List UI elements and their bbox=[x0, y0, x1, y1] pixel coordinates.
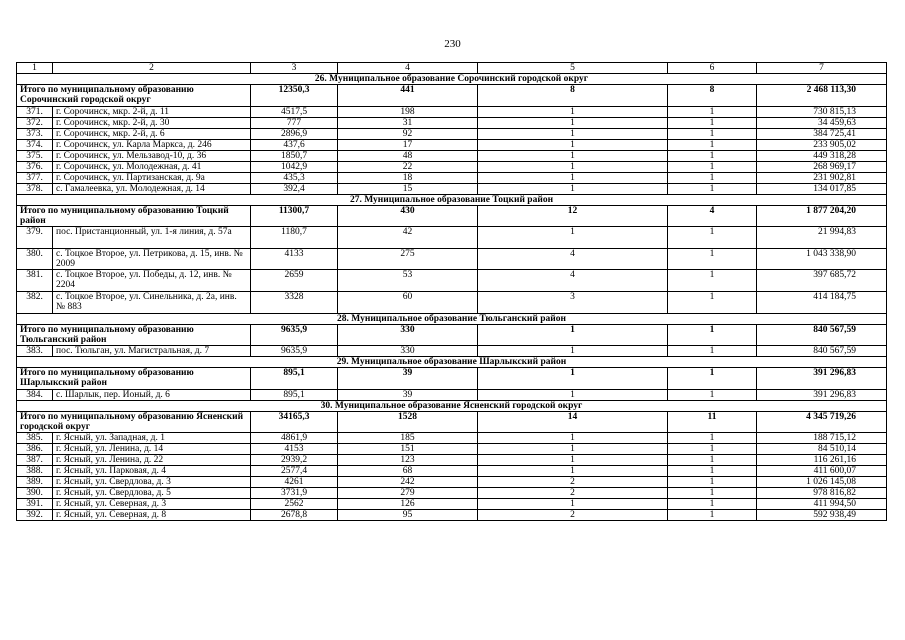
value-cell: 840 567,59 bbox=[757, 346, 887, 357]
value-cell: 978 816,82 bbox=[757, 488, 887, 499]
total-value-cell: 330 bbox=[338, 324, 478, 346]
value-cell: 777 bbox=[251, 117, 338, 128]
value-cell: 134 017,85 bbox=[757, 183, 887, 194]
value-cell: 21 994,83 bbox=[757, 227, 887, 249]
value-cell: 4 bbox=[478, 248, 668, 270]
value-cell: 17 bbox=[338, 139, 478, 150]
table-row bbox=[17, 499, 887, 510]
value-cell: 1 bbox=[668, 183, 757, 194]
section-title-row bbox=[17, 194, 887, 205]
row-number-cell: 371. bbox=[17, 106, 53, 117]
value-cell: 1 bbox=[668, 389, 757, 400]
address-cell: г. Сорочинск, мкр. 2-й, д. 30 bbox=[53, 117, 251, 128]
value-cell: 449 318,28 bbox=[757, 150, 887, 161]
table-row bbox=[17, 346, 887, 357]
address-cell: г. Сорочинск, мкр. 2-й, д. 6 bbox=[53, 128, 251, 139]
section-total-row bbox=[17, 324, 887, 346]
table-row bbox=[17, 183, 887, 194]
total-value-cell: 1 bbox=[668, 324, 757, 346]
value-cell: 233 905,02 bbox=[757, 139, 887, 150]
total-value-cell: 11300,7 bbox=[251, 205, 338, 227]
value-cell: 3328 bbox=[251, 291, 338, 313]
address-cell: г. Ясный, ул. Свердлова, д. 5 bbox=[53, 488, 251, 499]
total-label: Итого по муниципальному образованию Шарлыкский район bbox=[17, 368, 251, 390]
section-title: 26. Муниципальное образование Сорочинский городской округ bbox=[17, 74, 887, 85]
value-cell: 151 bbox=[338, 444, 478, 455]
value-cell: 2939,2 bbox=[251, 455, 338, 466]
total-value-cell: 1 bbox=[478, 368, 668, 390]
section-title-row bbox=[17, 357, 887, 368]
section-title: 27. Муниципальное образование Тоцкий район bbox=[17, 194, 887, 205]
table-row bbox=[17, 389, 887, 400]
value-cell: 391 296,83 bbox=[757, 389, 887, 400]
total-value-cell: 1 bbox=[478, 324, 668, 346]
value-cell: 1 bbox=[668, 270, 757, 292]
address-cell: г. Ясный, ул. Ленина, д. 14 bbox=[53, 444, 251, 455]
housing-registry-table bbox=[16, 62, 887, 521]
column-header-cell: 1 bbox=[17, 63, 53, 74]
value-cell: 1 bbox=[668, 346, 757, 357]
table-row bbox=[17, 433, 887, 444]
total-value-cell: 391 296,83 bbox=[757, 368, 887, 390]
table-row bbox=[17, 150, 887, 161]
value-cell: 1 bbox=[478, 161, 668, 172]
table-row bbox=[17, 117, 887, 128]
value-cell: 895,1 bbox=[251, 389, 338, 400]
value-cell: 3731,9 bbox=[251, 488, 338, 499]
row-number-cell: 372. bbox=[17, 117, 53, 128]
row-number-cell: 391. bbox=[17, 499, 53, 510]
total-label: Итого по муниципальному образованию Сорочинский городской округ bbox=[17, 85, 251, 107]
row-number-cell: 374. bbox=[17, 139, 53, 150]
value-cell: 1 bbox=[668, 510, 757, 521]
row-number-cell: 380. bbox=[17, 248, 53, 270]
value-cell: 730 815,13 bbox=[757, 106, 887, 117]
value-cell: 48 bbox=[338, 150, 478, 161]
total-value-cell: 9635,9 bbox=[251, 324, 338, 346]
row-number-cell: 375. bbox=[17, 150, 53, 161]
table-row bbox=[17, 444, 887, 455]
section-title: 29. Муниципальное образование Шарлыкский район bbox=[17, 357, 887, 368]
value-cell: 275 bbox=[338, 248, 478, 270]
total-value-cell: 4 345 719,26 bbox=[757, 411, 887, 433]
value-cell: 1 026 145,08 bbox=[757, 477, 887, 488]
address-cell: г. Сорочинск, ул. Мельзавод-10, д. 36 bbox=[53, 150, 251, 161]
total-value-cell: 12 bbox=[478, 205, 668, 227]
total-value-cell: 8 bbox=[668, 85, 757, 107]
value-cell: 123 bbox=[338, 455, 478, 466]
value-cell: 39 bbox=[338, 389, 478, 400]
table-row bbox=[17, 161, 887, 172]
value-cell: 1 bbox=[478, 139, 668, 150]
value-cell: 2659 bbox=[251, 270, 338, 292]
value-cell: 437,6 bbox=[251, 139, 338, 150]
address-cell: г. Ясный, ул. Парковая, д. 4 bbox=[53, 466, 251, 477]
value-cell: 2 bbox=[478, 488, 668, 499]
address-cell: г. Ясный, ул. Свердлова, д. 3 bbox=[53, 477, 251, 488]
value-cell: 392,4 bbox=[251, 183, 338, 194]
value-cell: 2678,8 bbox=[251, 510, 338, 521]
value-cell: 2 bbox=[478, 510, 668, 521]
total-value-cell: 12350,3 bbox=[251, 85, 338, 107]
row-number-cell: 382. bbox=[17, 291, 53, 313]
address-cell: с. Гамалеевка, ул. Молодежная, д. 14 bbox=[53, 183, 251, 194]
value-cell: 1 bbox=[478, 499, 668, 510]
row-number-cell: 383. bbox=[17, 346, 53, 357]
value-cell: 2562 bbox=[251, 499, 338, 510]
column-header-cell: 3 bbox=[251, 63, 338, 74]
total-value-cell: 1 877 204,20 bbox=[757, 205, 887, 227]
value-cell: 1 bbox=[478, 183, 668, 194]
total-label: Итого по муниципальному образованию Ясненский городской округ bbox=[17, 411, 251, 433]
value-cell: 1 bbox=[668, 477, 757, 488]
value-cell: 1 bbox=[668, 161, 757, 172]
value-cell: 4133 bbox=[251, 248, 338, 270]
value-cell: 84 510,14 bbox=[757, 444, 887, 455]
total-value-cell: 895,1 bbox=[251, 368, 338, 390]
table-row bbox=[17, 106, 887, 117]
value-cell: 1 bbox=[668, 128, 757, 139]
value-cell: 60 bbox=[338, 291, 478, 313]
value-cell: 242 bbox=[338, 477, 478, 488]
value-cell: 68 bbox=[338, 466, 478, 477]
value-cell: 1 bbox=[668, 444, 757, 455]
value-cell: 4861,9 bbox=[251, 433, 338, 444]
total-value-cell: 430 bbox=[338, 205, 478, 227]
value-cell: 198 bbox=[338, 106, 478, 117]
section-total-row bbox=[17, 85, 887, 107]
value-cell: 1 bbox=[668, 227, 757, 249]
value-cell: 53 bbox=[338, 270, 478, 292]
value-cell: 1 bbox=[478, 227, 668, 249]
value-cell: 18 bbox=[338, 172, 478, 183]
address-cell: с. Тоцкое Второе, ул. Победы, д. 12, инв. № 2204 bbox=[53, 270, 251, 292]
address-cell: г. Ясный, ул. Западная, д. 1 bbox=[53, 433, 251, 444]
value-cell: 268 969,17 bbox=[757, 161, 887, 172]
total-value-cell: 34165,3 bbox=[251, 411, 338, 433]
row-number-cell: 389. bbox=[17, 477, 53, 488]
value-cell: 411 994,50 bbox=[757, 499, 887, 510]
address-cell: с. Шарлык, пер. Ионый, д. 6 bbox=[53, 389, 251, 400]
total-value-cell: 441 bbox=[338, 85, 478, 107]
column-header-cell: 6 bbox=[668, 63, 757, 74]
value-cell: 1 bbox=[668, 172, 757, 183]
value-cell: 1 bbox=[478, 455, 668, 466]
value-cell: 188 715,12 bbox=[757, 433, 887, 444]
value-cell: 15 bbox=[338, 183, 478, 194]
value-cell: 1180,7 bbox=[251, 227, 338, 249]
column-header-cell: 5 bbox=[478, 63, 668, 74]
value-cell: 1 bbox=[478, 433, 668, 444]
value-cell: 4261 bbox=[251, 477, 338, 488]
page-number: 230 bbox=[444, 38, 461, 50]
row-number-cell: 388. bbox=[17, 466, 53, 477]
address-cell: с. Тоцкое Второе, ул. Синельника, д. 2а, инв. № 883 bbox=[53, 291, 251, 313]
value-cell: 1 bbox=[478, 389, 668, 400]
column-header-cell: 2 bbox=[53, 63, 251, 74]
total-value-cell: 1 bbox=[668, 368, 757, 390]
row-number-cell: 381. bbox=[17, 270, 53, 292]
table-row bbox=[17, 291, 887, 313]
value-cell: 1 bbox=[668, 150, 757, 161]
total-value-cell: 8 bbox=[478, 85, 668, 107]
address-cell: г. Ясный, ул. Северная, д. 3 bbox=[53, 499, 251, 510]
table-row bbox=[17, 510, 887, 521]
row-number-cell: 384. bbox=[17, 389, 53, 400]
value-cell: 92 bbox=[338, 128, 478, 139]
address-cell: г. Ясный, ул. Ленина, д. 22 bbox=[53, 455, 251, 466]
address-cell: г. Сорочинск, мкр. 2-й, д. 11 bbox=[53, 106, 251, 117]
row-number-cell: 385. bbox=[17, 433, 53, 444]
value-cell: 1 bbox=[668, 433, 757, 444]
section-total-row bbox=[17, 411, 887, 433]
address-cell: с. Тоцкое Второе, ул. Петрикова, д. 15, инв. № 2009 bbox=[53, 248, 251, 270]
table-row bbox=[17, 488, 887, 499]
value-cell: 1 bbox=[668, 117, 757, 128]
section-title-row bbox=[17, 74, 887, 85]
value-cell: 9635,9 bbox=[251, 346, 338, 357]
section-title-row bbox=[17, 400, 887, 411]
table-row bbox=[17, 455, 887, 466]
section-total-row bbox=[17, 205, 887, 227]
address-cell: г. Ясный, ул. Северная, д. 8 bbox=[53, 510, 251, 521]
value-cell: 1 bbox=[668, 139, 757, 150]
total-value-cell: 39 bbox=[338, 368, 478, 390]
total-value-cell: 11 bbox=[668, 411, 757, 433]
value-cell: 2 bbox=[478, 477, 668, 488]
row-number-cell: 387. bbox=[17, 455, 53, 466]
value-cell: 34 459,63 bbox=[757, 117, 887, 128]
value-cell: 279 bbox=[338, 488, 478, 499]
row-number-cell: 373. bbox=[17, 128, 53, 139]
value-cell: 1850,7 bbox=[251, 150, 338, 161]
total-label: Итого по муниципальному образованию Тюльганский район bbox=[17, 324, 251, 346]
table-row bbox=[17, 270, 887, 292]
value-cell: 31 bbox=[338, 117, 478, 128]
total-value-cell: 1528 bbox=[338, 411, 478, 433]
section-title: 28. Муниципальное образование Тюльганский район bbox=[17, 313, 887, 324]
value-cell: 411 600,07 bbox=[757, 466, 887, 477]
value-cell: 2896,9 bbox=[251, 128, 338, 139]
table-row bbox=[17, 139, 887, 150]
value-cell: 397 685,72 bbox=[757, 270, 887, 292]
section-title: 30. Муниципальное образование Ясненский городской округ bbox=[17, 400, 887, 411]
column-header-row bbox=[17, 63, 887, 74]
value-cell: 4153 bbox=[251, 444, 338, 455]
total-value-cell: 4 bbox=[668, 205, 757, 227]
total-label: Итого по муниципальному образованию Тоцкий район bbox=[17, 205, 251, 227]
value-cell: 1 bbox=[668, 499, 757, 510]
value-cell: 1 bbox=[478, 466, 668, 477]
value-cell: 2577,4 bbox=[251, 466, 338, 477]
value-cell: 4 bbox=[478, 270, 668, 292]
section-title-row bbox=[17, 313, 887, 324]
value-cell: 435,3 bbox=[251, 172, 338, 183]
table-row bbox=[17, 128, 887, 139]
address-cell: пос. Пристанционный, ул. 1-я линия, д. 57а bbox=[53, 227, 251, 249]
value-cell: 1 bbox=[668, 248, 757, 270]
value-cell: 1 bbox=[668, 291, 757, 313]
value-cell: 1 bbox=[478, 117, 668, 128]
value-cell: 1 bbox=[478, 346, 668, 357]
row-number-cell: 377. bbox=[17, 172, 53, 183]
value-cell: 185 bbox=[338, 433, 478, 444]
value-cell: 126 bbox=[338, 499, 478, 510]
value-cell: 1 bbox=[668, 466, 757, 477]
total-value-cell: 14 bbox=[478, 411, 668, 433]
address-cell: г. Сорочинск, ул. Карла Маркса, д. 246 bbox=[53, 139, 251, 150]
value-cell: 42 bbox=[338, 227, 478, 249]
total-value-cell: 2 468 113,30 bbox=[757, 85, 887, 107]
value-cell: 116 261,16 bbox=[757, 455, 887, 466]
value-cell: 384 725,41 bbox=[757, 128, 887, 139]
value-cell: 1 043 338,90 bbox=[757, 248, 887, 270]
value-cell: 1 bbox=[478, 150, 668, 161]
table-row bbox=[17, 248, 887, 270]
address-cell: г. Сорочинск, ул. Молодежная, д. 41 bbox=[53, 161, 251, 172]
table-row bbox=[17, 466, 887, 477]
address-cell: пос. Тюльган, ул. Магистральная, д. 7 bbox=[53, 346, 251, 357]
value-cell: 95 bbox=[338, 510, 478, 521]
value-cell: 1 bbox=[668, 455, 757, 466]
table-row bbox=[17, 227, 887, 249]
value-cell: 1042,9 bbox=[251, 161, 338, 172]
total-value-cell: 840 567,59 bbox=[757, 324, 887, 346]
row-number-cell: 376. bbox=[17, 161, 53, 172]
row-number-cell: 378. bbox=[17, 183, 53, 194]
value-cell: 1 bbox=[478, 172, 668, 183]
value-cell: 1 bbox=[478, 444, 668, 455]
value-cell: 414 184,75 bbox=[757, 291, 887, 313]
value-cell: 231 902,81 bbox=[757, 172, 887, 183]
row-number-cell: 390. bbox=[17, 488, 53, 499]
value-cell: 4517,5 bbox=[251, 106, 338, 117]
section-total-row bbox=[17, 368, 887, 390]
value-cell: 592 938,49 bbox=[757, 510, 887, 521]
value-cell: 1 bbox=[668, 106, 757, 117]
row-number-cell: 392. bbox=[17, 510, 53, 521]
column-header-cell: 4 bbox=[338, 63, 478, 74]
value-cell: 1 bbox=[478, 106, 668, 117]
value-cell: 22 bbox=[338, 161, 478, 172]
address-cell: г. Сорочинск, ул. Партизанская, д. 9а bbox=[53, 172, 251, 183]
column-header-cell: 7 bbox=[757, 63, 887, 74]
row-number-cell: 386. bbox=[17, 444, 53, 455]
row-number-cell: 379. bbox=[17, 227, 53, 249]
table-row bbox=[17, 172, 887, 183]
value-cell: 1 bbox=[668, 488, 757, 499]
value-cell: 330 bbox=[338, 346, 478, 357]
table-row bbox=[17, 477, 887, 488]
value-cell: 3 bbox=[478, 291, 668, 313]
value-cell: 1 bbox=[478, 128, 668, 139]
